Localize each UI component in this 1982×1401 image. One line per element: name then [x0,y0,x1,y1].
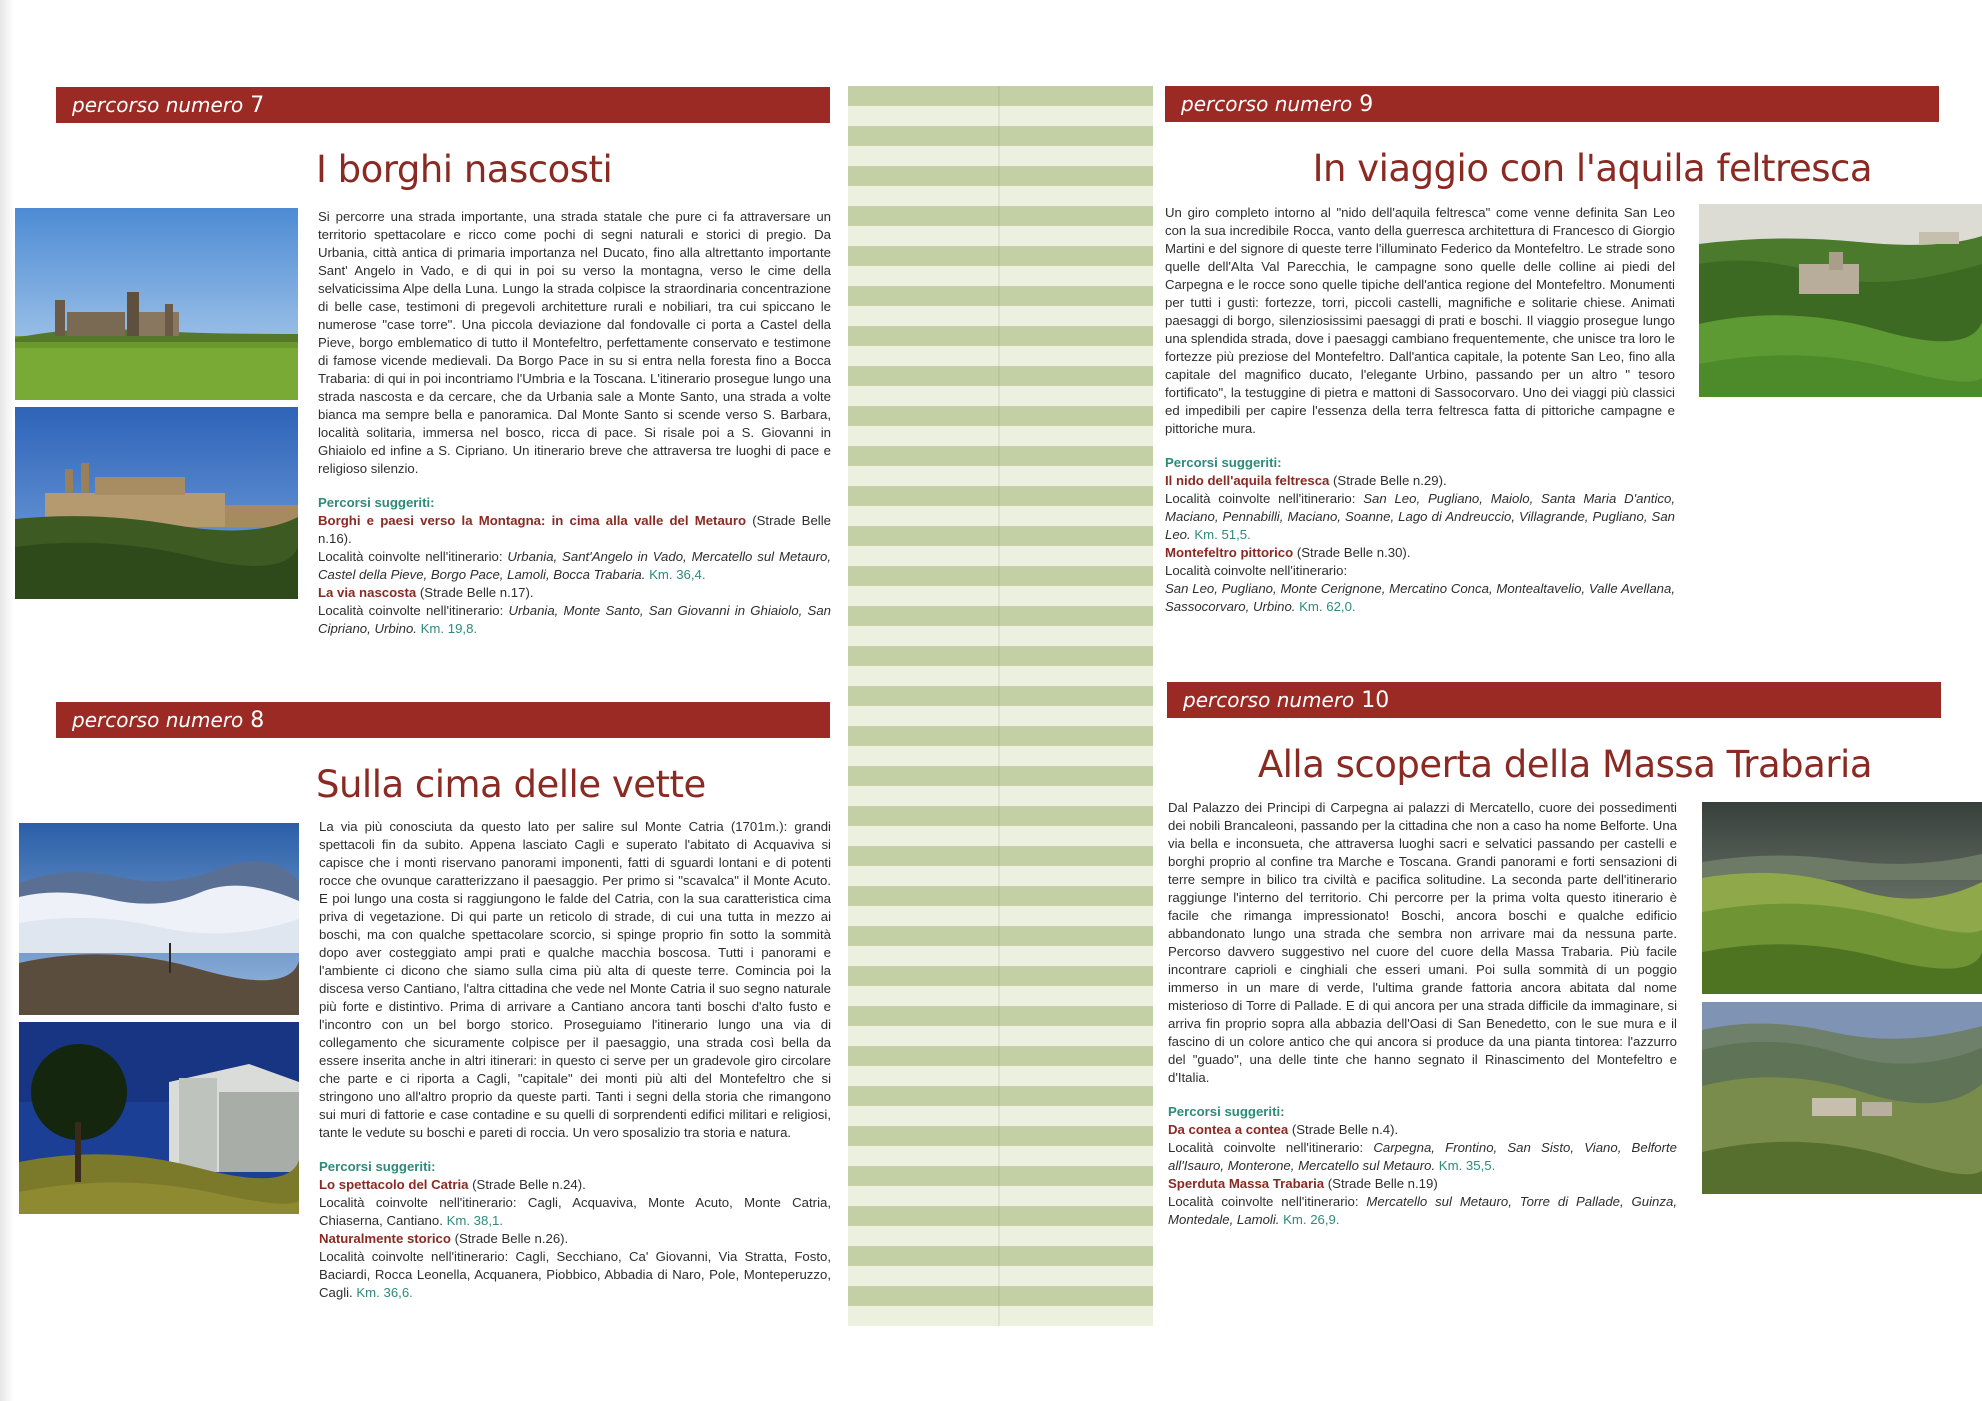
route-name: Da contea a contea [1168,1122,1289,1137]
localities-list: San Leo, Pugliano, Monte Cerignone, Mercatino Conca, Montealtavelio, Valle Avellana, Sassocorvaro, Urbino. [1165,581,1675,614]
section-body-9 [1165,204,1675,616]
photo-farmhouse-valley [1702,1002,1982,1194]
route-ref: (Strade Belle n.16). [318,513,831,546]
route-km: Km. 51,5. [1194,527,1251,542]
suggested-routes [1168,1103,1677,1229]
route-ref: (Strade Belle n.17). [416,585,534,600]
localities-label: Località coinvolte nell'itinerario: [319,1249,516,1264]
route-ref: (Strade Belle n.19) [1324,1176,1438,1191]
suggested-routes [318,494,831,638]
route-name: La via nascosta [318,585,417,600]
route-km: Km. 36,4. [649,567,706,582]
section-body-7 [318,208,831,638]
section-bar-9 [1165,86,1939,122]
suggested-heading: Percorsi suggeriti: [319,1159,436,1174]
body-text: Dal Palazzo dei Principi di Carpegna ai palazzi di Mercatello, cuore dei possedimenti dei nobili Brancaleoni, passando per la cittadina che non a caso ha nome Belforte. Una via bella e inconsueta, che attraversa luoghi sacri e selvatici passando per castelli e borghi proprio al confine tra Marche e Toscana. Grandi panorami e forti sensazioni di terre sempre in bilico tra civiltà e pacifica solitudine. La seconda parte dell'itinerario raggiunge l'interno del territorio. Chi percorre per la prima volta questo itinerario è facile che rimanga impressionato! Boschi, ancora boschi e qualche edificio abbandonato lungo una strada che sembra non arrivare mai da nessuna parte. Percorso davvero suggestivo nel cuore del cuore della Massa Trabaria. Più facile incontrare caprioli e cinghiali che esseri umani. Poi sulla sommità di un poggio immerso in un mare di verde, l'ultima grande fattoria ancora abitata dal nome misterioso di Torre di Pallade. E di qui ancora per una strada difficile da immaginare, si arriva fin proprio sopra alla abbazia dell'Oasi di San Benedetto, con le sue mura e il fascino di un colore antico che qui ancora si produce da una pianta tintorea: l'azzurro del "guado", una delle tinte che hanno segnato il Rinascimento del Montefeltro e d'Italia. [1168,800,1677,1085]
route-ref: (Strade Belle n.26). [450,1231,569,1246]
route-km: Km. 35,5. [1438,1158,1496,1173]
route-name: Sperduta Massa Trabaria [1168,1176,1325,1191]
section-title-7: I borghi nascosti [316,148,613,191]
route-name: Montefeltro pittorico [1165,545,1294,560]
page-edge-shadow [0,0,14,1401]
localities-label: Località coinvolte nell'itinerario: [1168,1140,1374,1155]
route-name: Lo spettacolo del Catria [319,1177,469,1192]
route-km: Km. 38,1. [446,1213,504,1228]
photo-hill-town [15,208,298,400]
route-km: Km. 62,0. [1299,599,1356,614]
localities-label: Località coinvolte nell'itinerario: [1168,1194,1367,1209]
section-title-10: Alla scoperta della Massa Trabaria [1257,743,1872,786]
localities-list: San Leo, Pugliano, Maiolo, Santa Maria D'antico, Maciano, Pennabilli, Maciano, Soanne, Lago di Andreuccio, Villagrande, Pugliano, San Leo. [1165,491,1675,542]
localities-label: Località coinvolte nell'itinerario: [1165,563,1348,578]
suggested-heading: Percorsi suggeriti: [1165,455,1282,470]
bar-label: percorso numero [72,708,244,732]
localities-list: Mercatello sul Metauro, Torre di Pallade, Guinza, Montedale, Lamoli. [1168,1194,1677,1227]
localities-label: Località coinvolte nell'itinerario: [319,1195,528,1210]
localities-list: Carpegna, Frontino, San Sisto, Viano, Belforte all'Isauro, Monterone, Mercatello sul Metauro. [1168,1140,1678,1173]
section-bar-10 [1167,682,1941,718]
route-name: Borghi e paesi verso la Montagna: in cima alla valle del Metauro [318,513,747,528]
photo-sea-of-clouds [19,823,299,1015]
body-text: Un giro completo intorno al "nido dell'aquila feltresca" come venne definita San Leo con la sua incredibile Rocca, vanto della guerresca architettura di Francesco di Giorgio Martini e del signore di queste terre l'illuminato Federico da Montefeltro. Le strade sono quelle dell'Alta Val Parecchia, le campagne sono quelle delle colline ai piedi del Carpegna e le rocce sono quelle tipiche dell'antica regione del Montefeltro. Monumenti per tutti i gusti: fortezze, torri, piccoli castelli, magnifiche e solitarie chiese. Animati paesaggi di borgo, silenziosissimi paesaggi di prati e boschi. Il viaggio prosegue lungo una splendida strada, dove i paesaggi cambiano frequentemente, che unisce tra loro le fortezze più preziose del Montefeltro. Dall'antica capitale, la potente San Leo, fino alla capitale del magnifico ducato, l'elegante Urbino, passando per un altro " tesoro fortificato", la testuggine di pietra e mattoni di Sassocorvaro. Uno dei viaggi più classici ed impedibili per capire l'essenza della terra feltresca fatta di pittoriche campagne e pittoriche mura. [1165,205,1675,436]
localities-list: Cagli, Acquaviva, Monte Acuto, Monte Catria, Chiaserna, Cantiano. [319,1195,832,1228]
route-ref: (Strade Belle n.4). [1288,1122,1399,1137]
route-km: Km. 19,8. [420,621,478,636]
route-km: Km. 36,6. [356,1285,413,1300]
bar-number: 10 [1361,687,1390,713]
suggested-routes [1165,454,1675,616]
localities-list: Urbania, Monte Santo, San Giovanni in Ghiaiolo, San Cipriano, Urbino. [318,603,832,636]
section-bar-8 [56,702,830,738]
photo-fortress [19,1022,299,1214]
section-body-8 [319,818,831,1302]
section-title-8: Sulla cima delle vette [316,763,706,806]
route-ref: (Strade Belle n.30). [1293,545,1411,560]
page-fold [998,86,1000,1326]
section-body-10 [1168,799,1677,1229]
localities-label: Località coinvolte nell'itinerario: [1165,491,1364,506]
suggested-heading: Percorsi suggeriti: [318,495,435,510]
route-ref: (Strade Belle n.29). [1329,473,1447,488]
localities-list: Cagli, Secchiano, Ca' Giovanni, Via Stratta, Fosto, Baciardi, Rocca Leonella, Acquanera, Piobbico, Abbadia di Naro, Pole, Monteperuzzo, Cagli. [319,1249,831,1300]
photo-urbino-palace [15,407,298,599]
localities-list: Urbania, Sant'Angelo in Vado, Mercatello sul Metauro, Castel della Pieve, Borgo Pace, Lamoli, Bocca Trabaria. [318,549,832,582]
bar-number: 8 [250,707,265,733]
bar-label: percorso numero [72,93,244,117]
route-km: Km. 26,9. [1283,1212,1340,1227]
decorative-stripes [848,86,1153,1326]
suggested-heading: Percorsi suggeriti: [1168,1104,1285,1119]
localities-label: Località coinvolte nell'itinerario: [318,549,508,564]
body-text: La via più conosciuta da questo lato per salire sul Monte Catria (1701m.): grandi spettacoli fin da subito. Appena lasciato Cagli e superato l'abitato di Acquaviva si capisce che i monti riservano panorami imponenti, fatti di sguardi lontani e di potenti rocce che ovunque caratterizzano il paesaggio. Per primo si "scavalca" il Monte Acuto. E poi lungo una costa si raggiungono le falde del Catria, con la sua caratteristica cima priva di vegetazione. Di qui parte un reticolo di strade, di cui una tutta in mezzo ai boschi, ma con qualche spettacolare scorcio, si spinge proprio fin sotto la sommità dopo aver costeggiato ampi prati e qualche macchia boscosa. Tutti i panorami e l'ambiente ci dicono che siamo sulla cima più alta di queste terre. Comincia poi la discesa verso Cantiano, l'altra cittadina che vede nel Monte Catria il suo segno naturale più forte e distintivo. Prima di arrivare a Cantiano ancora tanti boschi d'alto fusto e l'incontro con un bel borgo storico. Proseguiamo l'itinerario lungo una via di collegamento che sicuramente colpisce per il paesaggio, una strada così bella da essere inserita anche in altri itinerari: in questo ci serve per un gradevole giro circolare che parte e ci riporta a Cagli, "capitale" dei monti più alti del Montefeltro che si stringono uno all'altro proprio da queste parti. Tanti i segni della storia che rimangono sui muri di fattorie e case contadine e su quelli di sorprendenti edifici militari e religiosi, tante le vedute su boschi e pareti di roccia. Un vero sposalizio tra storia e natura. [319,819,831,1140]
section-bar-7 [56,87,830,123]
bar-label: percorso numero [1183,688,1355,712]
body-text: Si percorre una strada importante, una strada statale che pure ci fa attraversare un territorio spettacolare e ricco come pochi di segni naturali e storici di pregio. Da Urbania, città antica di primaria importanza nel Ducato, fino alla altrettanto importante Sant' Angelo in Vado, e di qui in poi su verso la montagna, verso le cime della selvaticissima Alpe della Luna. Lungo la strada colpisce la straordinaria concentrazione di belle case, testimoni di pregevoli architetture rurali e nobiliari, tra cui spiccano le numerose "case torre". Una piccola deviazione dal fondovalle ci porta a Castel della Pieve, borgo emblematico di tutto il Montefeltro, perfettamente conservato e testimone di famose vicende medievali. Da Borgo Pace in su si entra nella foresta fino a Bocca Trabaria: di qui in poi incontriamo l'Umbria e la Toscana. L'itinerario prosegue lungo una strada nascosta e da cercare, che da Urbania sale a Monte Santo, una strada a volte bianca ma sempre bella e panoramica. Dal Monte Santo si scende verso S. Barbara, località solitaria, immersa nel bosco, ricca di pace. Si risale poi a S. Giovanni in Ghiaiolo ed infine a S. Cipriano. Un itinerario breve che attraversa tre luoghi di pace e religioso silenzio. [318,209,831,476]
localities-label: Località coinvolte nell'itinerario: [318,603,509,618]
suggested-routes [319,1158,831,1302]
section-title-9: In viaggio con l'aquila feltresca [1312,147,1872,190]
bar-number: 7 [250,92,265,118]
route-name: Naturalmente storico [319,1231,451,1246]
photo-stormy-hills [1702,802,1982,994]
route-name: Il nido dell'aquila feltresca [1165,473,1330,488]
photo-san-leo-rock [1699,204,1982,397]
bar-label: percorso numero [1181,92,1353,116]
route-ref: (Strade Belle n.24). [468,1177,586,1192]
bar-number: 9 [1359,91,1374,117]
